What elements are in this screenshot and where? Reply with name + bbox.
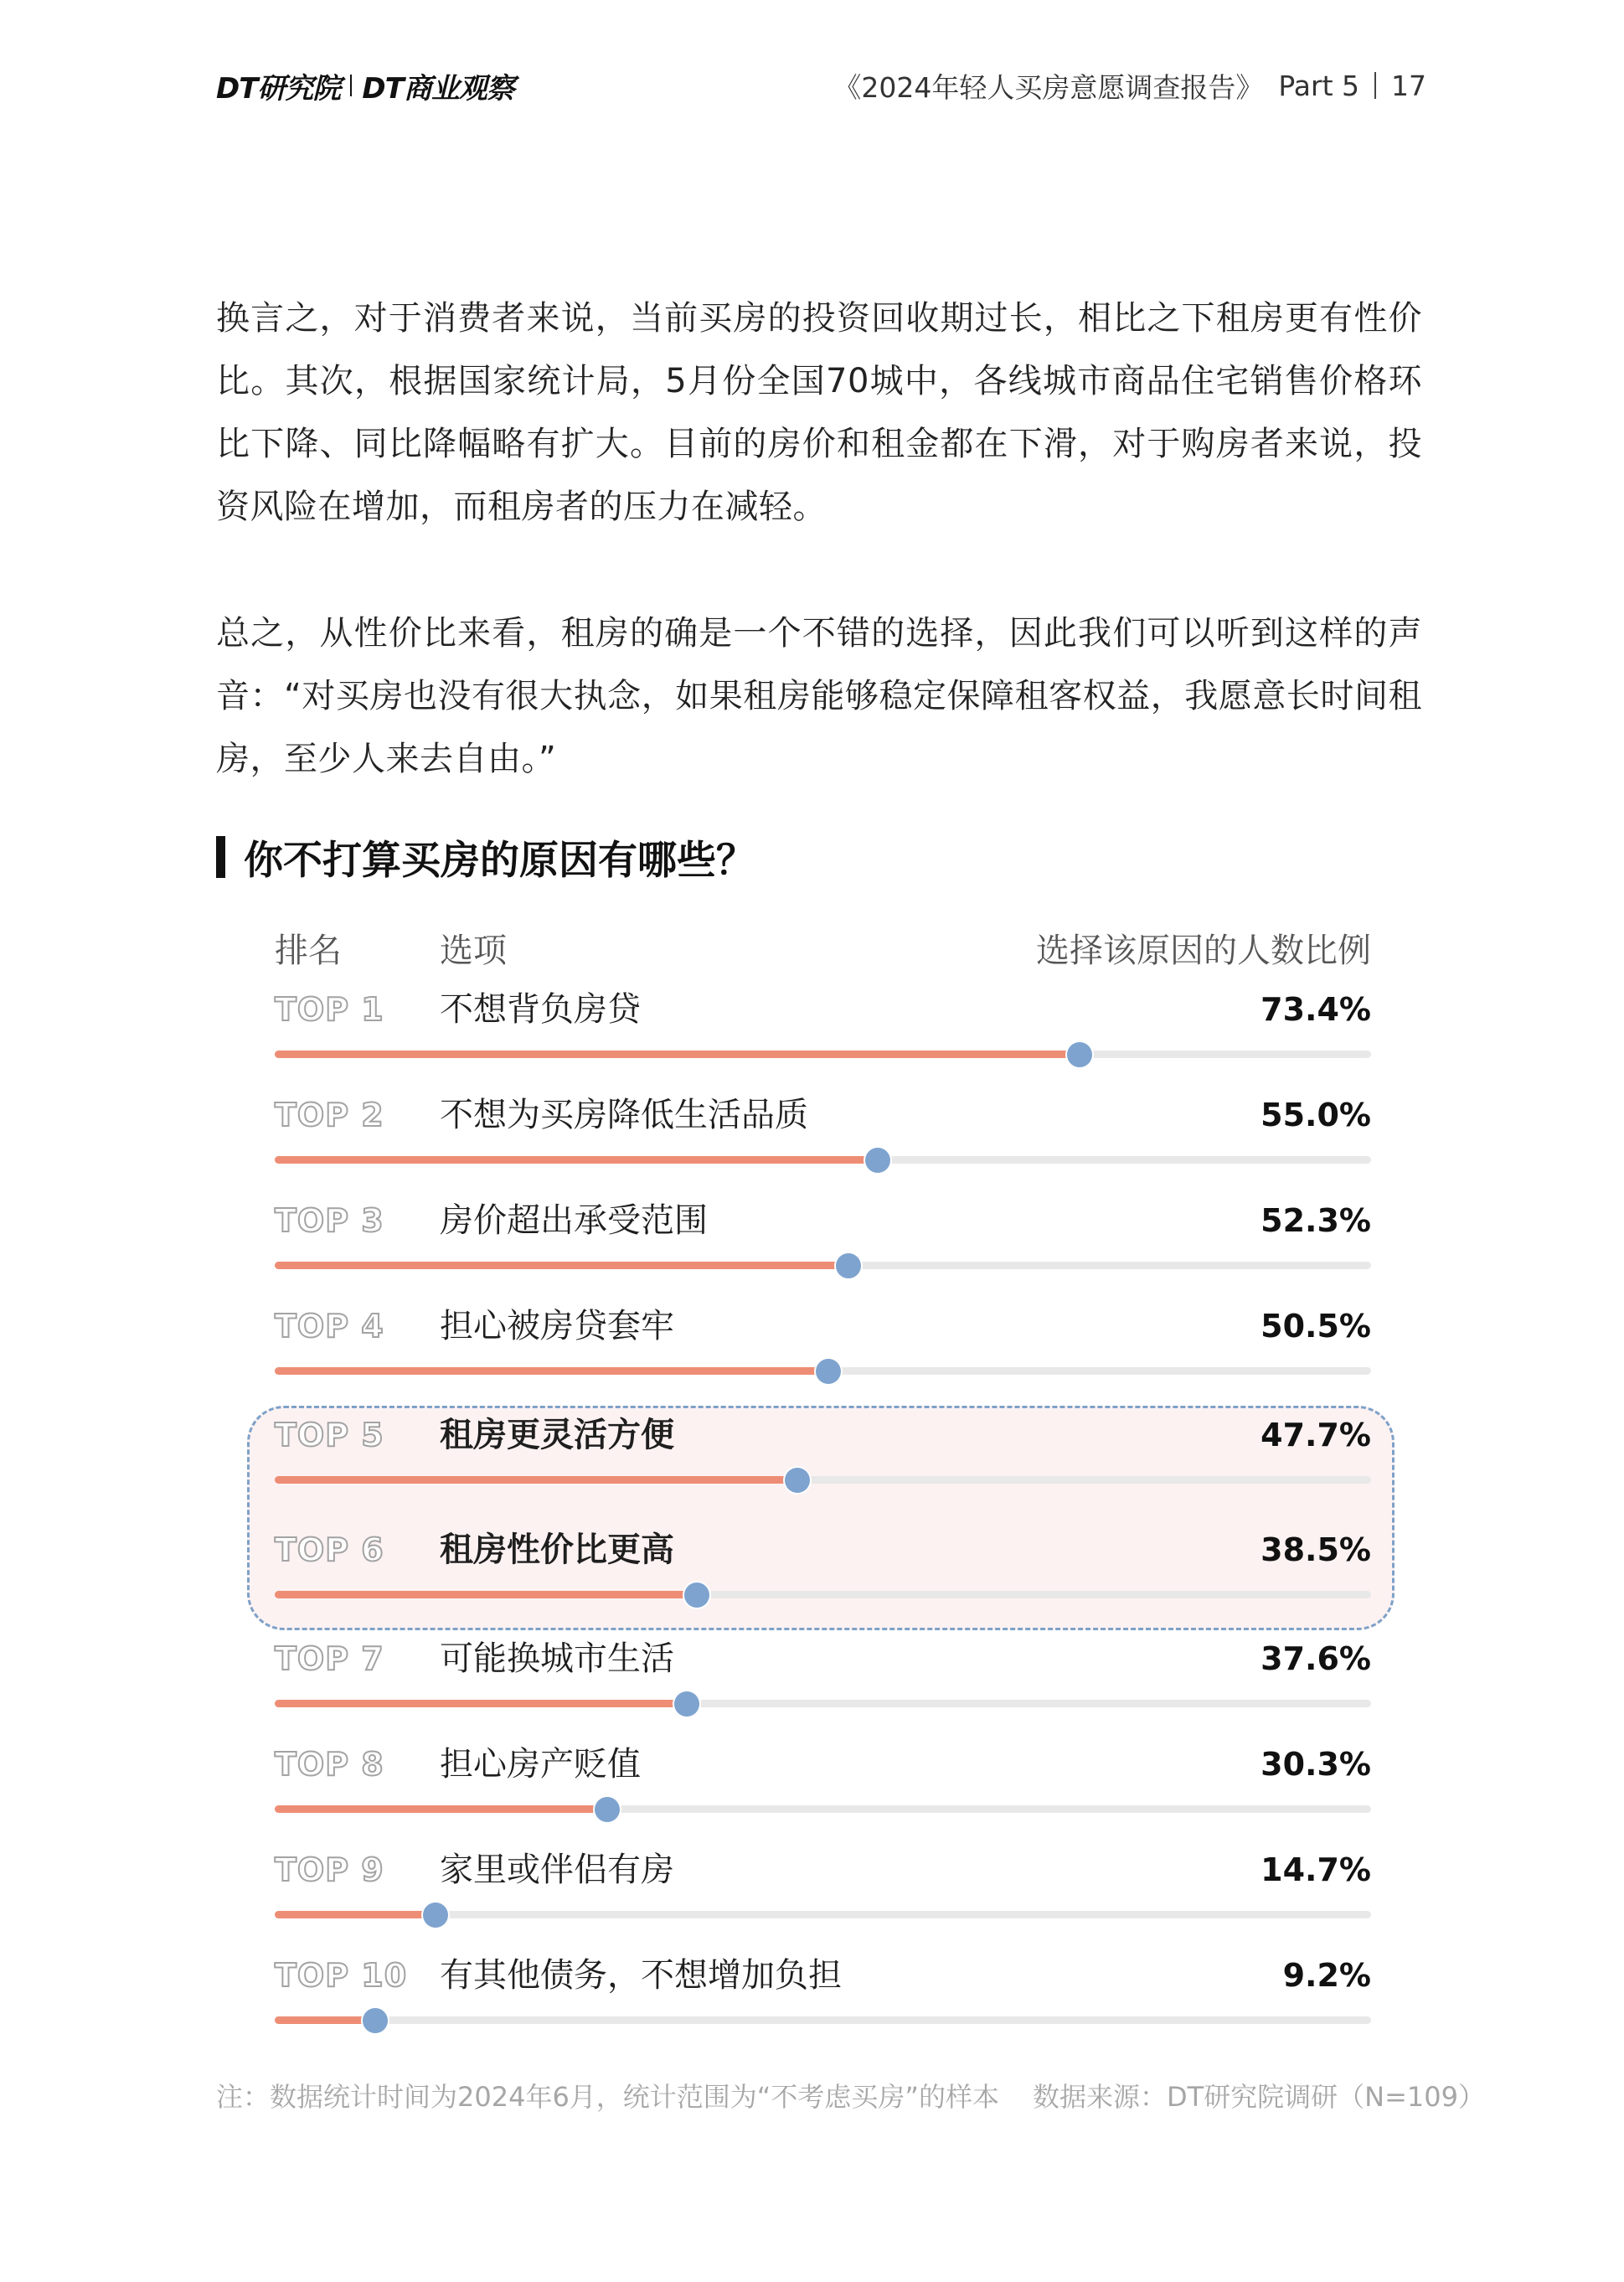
bar-end-dot <box>836 1253 861 1278</box>
bar-track <box>275 1911 1371 1918</box>
dt-business-logo: DT商业观察 <box>362 71 514 106</box>
page-number: 17 <box>1391 69 1426 102</box>
chart-row <box>275 1954 1371 2030</box>
bar-fill <box>275 1805 607 1813</box>
value-label: 52.3% <box>1261 1202 1371 1239</box>
chart-row <box>275 1849 1371 1924</box>
bar-fill <box>275 1051 1080 1058</box>
paragraph-1: 换言之，对于消费者来说，当前买房的投资回收期过长，相比之下租房更有性价比。其次，根据国家统计局，5月份全国70城中，各线城市商品住宅销售价格环比下降、同比降幅略有扩大。目前的房价和租金都在下滑，对于购房者来说，投资风险在增加，而租房者的压力在减轻。 <box>216 299 1422 526</box>
header-meta <box>833 66 1426 106</box>
footnote-source: 数据来源：DT研究院调研（N=109） <box>1032 2081 1485 2113</box>
bar-fill <box>275 1700 687 1707</box>
rank-label: TOP 1 <box>275 991 384 1028</box>
chart-row <box>275 1094 1371 1169</box>
title-bar-marker <box>216 836 225 878</box>
value-label: 30.3% <box>1261 1746 1371 1783</box>
page-header <box>216 59 1426 112</box>
bar-fill <box>275 1156 878 1164</box>
bar-track <box>275 1367 1371 1375</box>
bar-track <box>275 1262 1371 1269</box>
paragraph-2: 总之，从性价比来看，租房的确是一个不错的选择，因此我们可以听到这样的声音：“对买房也没有很大执念，如果租房能够稳定保障租客权益，我愿意长时间租房，至少人来去自由。” <box>216 614 1422 778</box>
bar-track <box>275 1805 1371 1813</box>
footnote-note: 注：数据统计时间为2024年6月，统计范围为“不考虑买房”的样本 <box>216 2081 999 2113</box>
bar-fill <box>275 1262 848 1269</box>
bar-fill <box>275 1367 828 1375</box>
header-divider <box>1374 72 1376 99</box>
rank-label: TOP 7 <box>275 1640 384 1677</box>
chart-row <box>275 1200 1371 1275</box>
bar-end-dot <box>423 1903 448 1928</box>
bar-track <box>275 1700 1371 1707</box>
category-label: 有其他债务，不想增加负担 <box>440 1956 842 1995</box>
category-label: 可能换城市生活 <box>440 1639 674 1678</box>
footnote <box>216 2076 1485 2114</box>
chart-row <box>275 1743 1371 1819</box>
chart-title: 你不打算买房的原因有哪些？ <box>244 837 755 884</box>
bar-end-dot <box>595 1797 620 1822</box>
category-label: 租房性价比更高 <box>440 1531 674 1569</box>
rank-label: TOP 10 <box>275 1957 408 1994</box>
category-label: 担心房产贬值 <box>440 1745 641 1784</box>
bar-track <box>275 1591 1371 1598</box>
chart-row <box>275 1529 1371 1604</box>
bar-end-dot <box>684 1582 709 1608</box>
value-label: 37.6% <box>1261 1640 1371 1677</box>
value-label: 14.7% <box>1261 1851 1371 1888</box>
value-label: 38.5% <box>1261 1531 1371 1568</box>
dt-institute-logo: DT研究院 <box>216 71 341 106</box>
rank-label: TOP 4 <box>275 1308 384 1345</box>
bar-fill <box>275 1476 797 1484</box>
chart-title-row <box>216 829 755 885</box>
rank-label: TOP 9 <box>275 1851 384 1888</box>
rank-label: TOP 2 <box>275 1097 384 1133</box>
bar-end-dot <box>816 1359 841 1384</box>
logo-group <box>216 65 514 106</box>
chart-row <box>275 1414 1371 1489</box>
value-label: 55.0% <box>1261 1097 1371 1133</box>
value-label: 9.2% <box>1282 1957 1371 1994</box>
rank-label: TOP 3 <box>275 1202 384 1239</box>
value-label: 73.4% <box>1261 991 1371 1028</box>
bar-fill <box>275 2016 375 2024</box>
category-label: 不想背负房贷 <box>440 990 641 1029</box>
bar-track <box>275 1476 1371 1484</box>
bar-end-dot <box>785 1468 810 1493</box>
part-label: Part 5 <box>1278 69 1359 102</box>
bar-track <box>275 1051 1371 1058</box>
bar-end-dot <box>1067 1042 1092 1067</box>
value-label: 50.5% <box>1261 1308 1371 1345</box>
category-label: 不想为买房降低生活品质 <box>440 1096 808 1134</box>
category-label: 家里或伴侣有房 <box>440 1851 674 1889</box>
bar-end-dot <box>674 1691 699 1717</box>
bar-fill <box>275 1911 436 1918</box>
bar-end-dot <box>363 2008 388 2033</box>
category-label: 房价超出承受范围 <box>440 1201 708 1240</box>
value-label: 47.7% <box>1261 1417 1371 1453</box>
bar-fill <box>275 1591 697 1598</box>
chart-row <box>275 1638 1371 1713</box>
report-title: 《2024年轻人买房意愿调查报告》 <box>833 70 1264 104</box>
bar-track <box>275 2016 1371 2024</box>
bar-track <box>275 1156 1371 1164</box>
category-label: 担心被房贷套牢 <box>440 1307 674 1345</box>
column-header-rank: 排名 <box>275 932 342 970</box>
chart-row <box>275 1305 1371 1381</box>
rank-label: TOP 5 <box>275 1417 384 1453</box>
bar-end-dot <box>865 1148 890 1173</box>
logo-divider <box>350 75 352 96</box>
rank-label: TOP 6 <box>275 1531 384 1568</box>
column-header-option: 选项 <box>440 932 507 970</box>
category-label: 租房更灵活方便 <box>440 1416 674 1454</box>
column-header-percentage: 选择该原因的人数比例 <box>1036 932 1371 970</box>
rank-label: TOP 8 <box>275 1746 384 1783</box>
chart-row <box>275 989 1371 1064</box>
